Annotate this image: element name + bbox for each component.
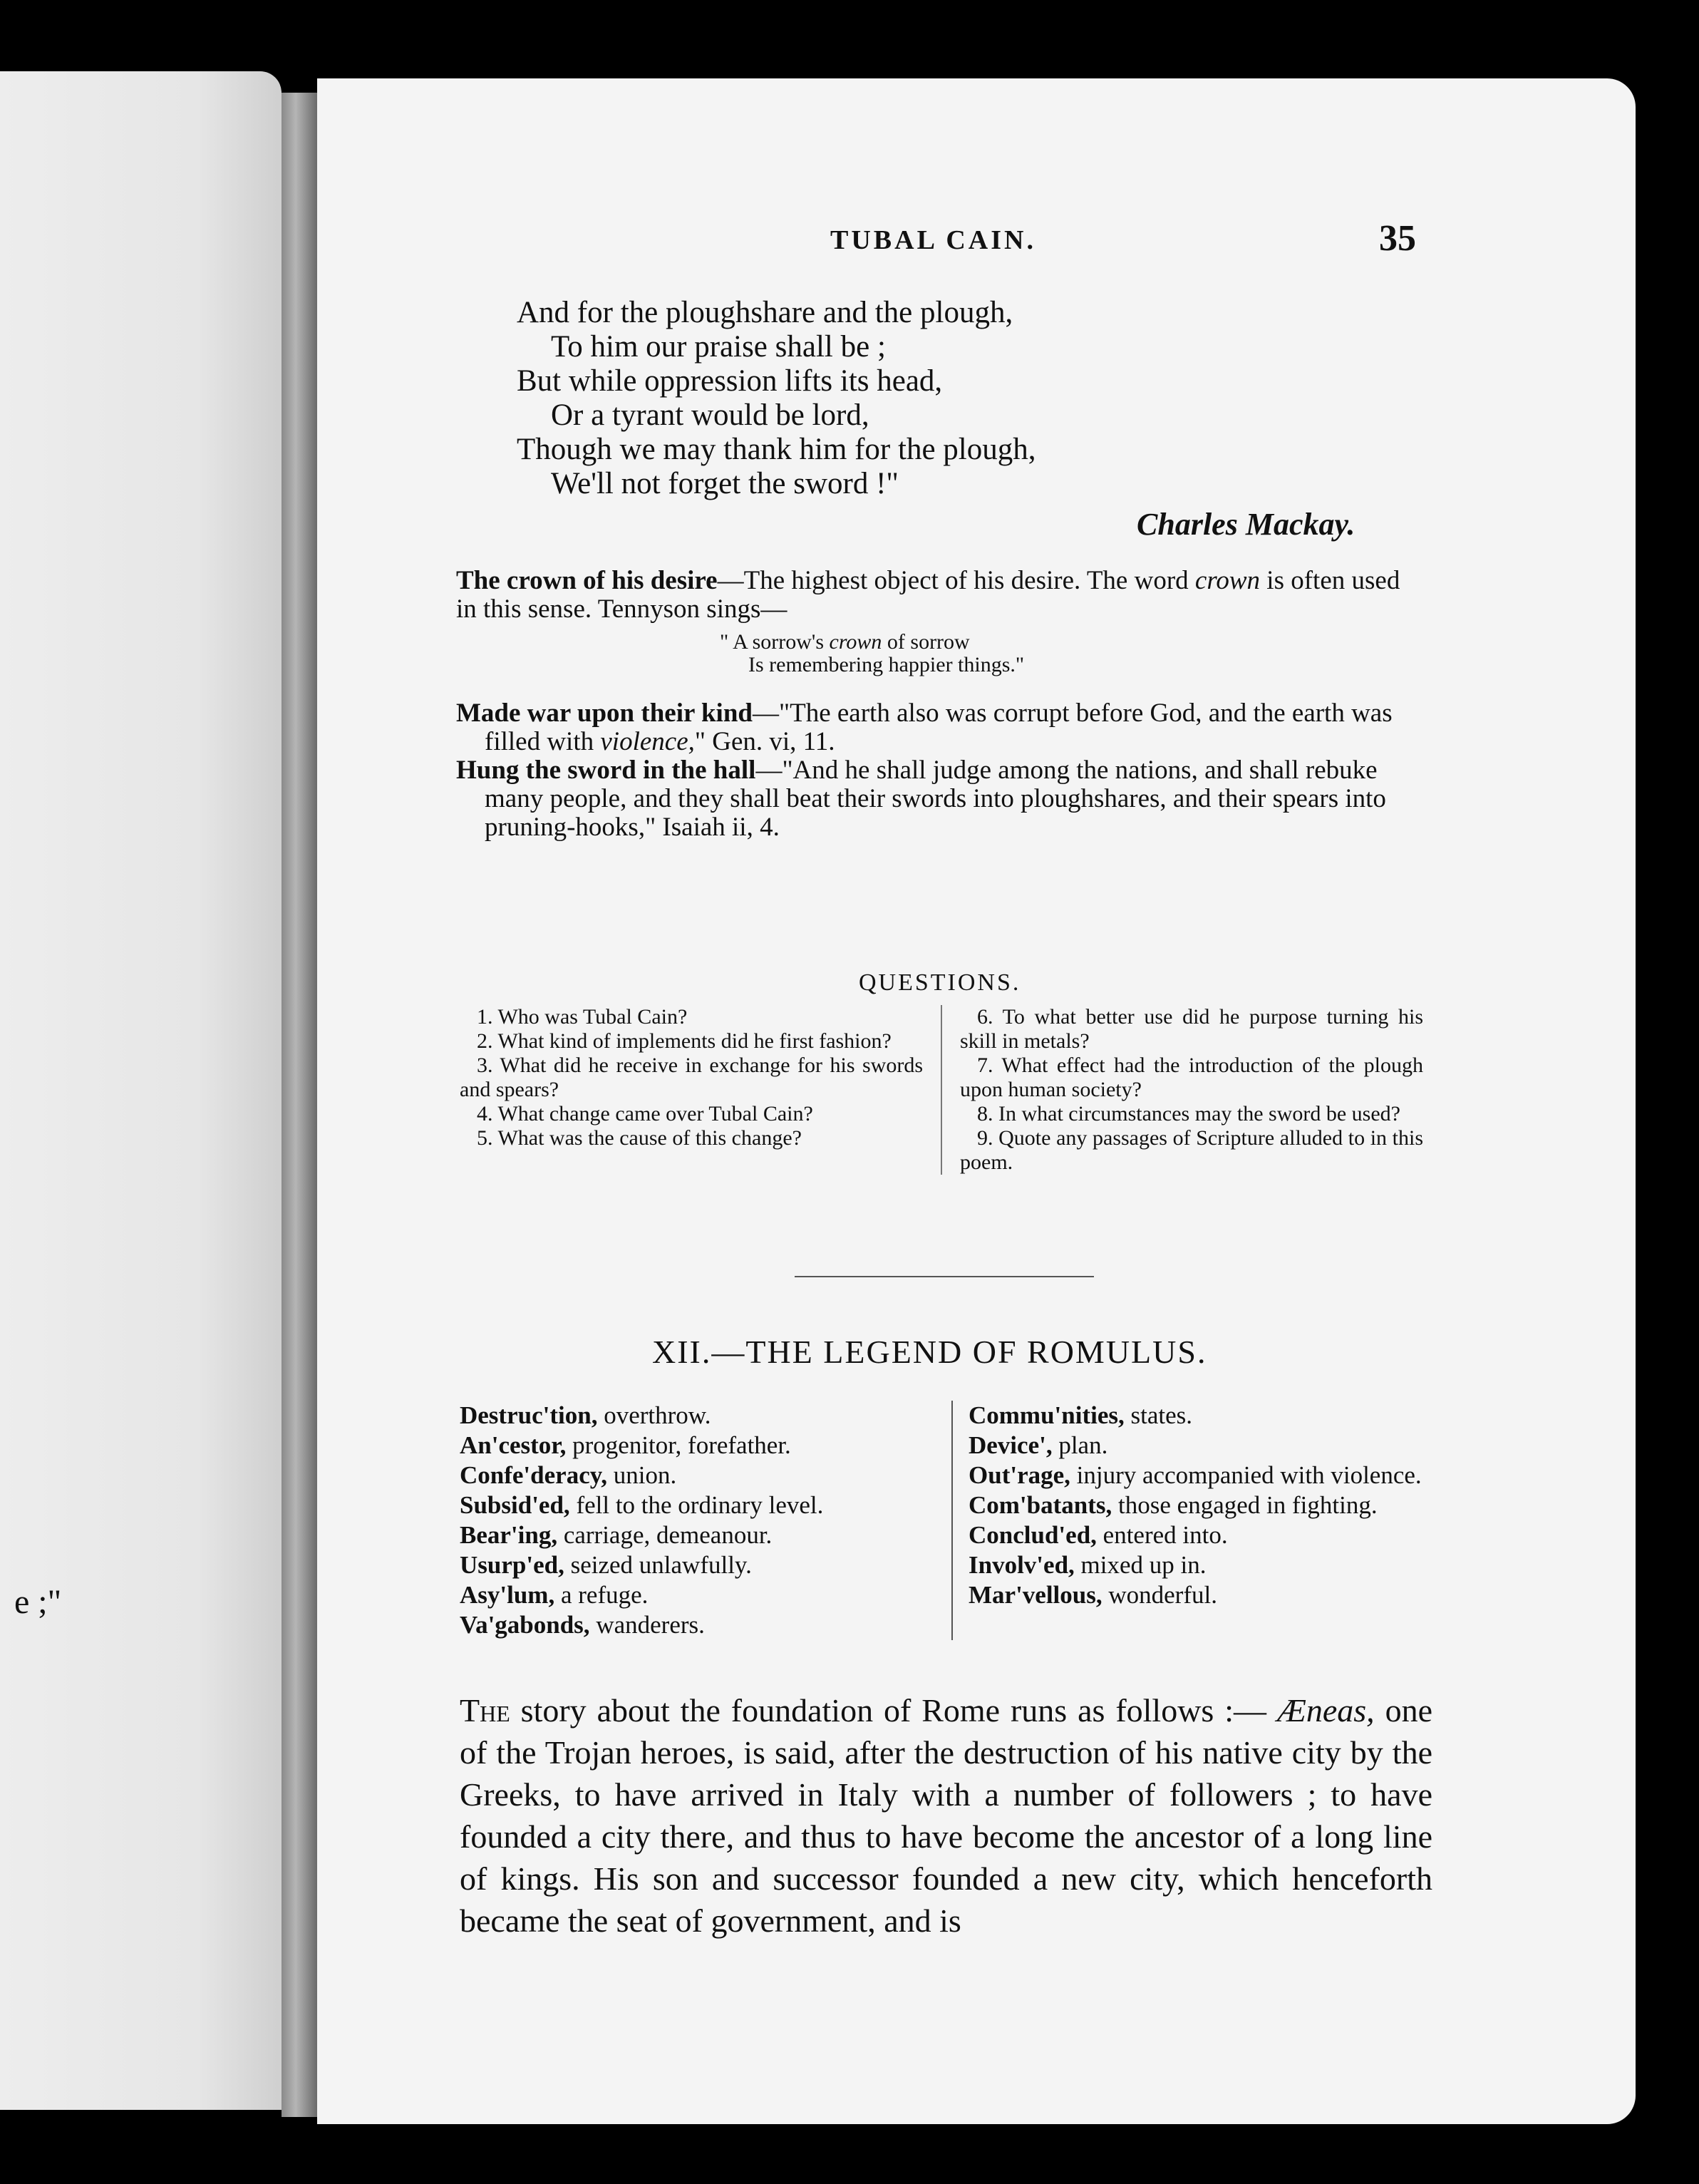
quote-italic-word: crown xyxy=(829,630,882,654)
vocabulary-definition: wanderers. xyxy=(596,1611,705,1639)
running-title: TUBAL CAIN. xyxy=(830,225,1036,255)
poem-line: And for the ploughshare and the plough, xyxy=(517,296,1013,329)
vocabulary-definition: fell to the ordinary level. xyxy=(576,1491,824,1519)
question-item: 7. What effect had the introduction of the plough upon human society? xyxy=(960,1054,1423,1101)
vocabulary-term: Usurp'ed, xyxy=(460,1551,564,1579)
story-italic-name: Æneas, xyxy=(1276,1692,1375,1729)
vocabulary-entry xyxy=(460,1580,930,1610)
vocabulary-definition: carriage, demeanour. xyxy=(563,1521,773,1549)
tennyson-quote xyxy=(720,631,1418,676)
quote-text: of sorrow xyxy=(887,630,970,654)
vocabulary-definition: a refuge. xyxy=(560,1581,649,1609)
vocabulary-entry xyxy=(969,1550,1439,1580)
vocabulary-column-left xyxy=(460,1401,953,1640)
questions-column-left xyxy=(460,1005,942,1175)
vocabulary-term: Subsid'ed, xyxy=(460,1491,570,1519)
book-gutter xyxy=(282,93,317,2117)
vocabulary-term: An'cestor, xyxy=(460,1431,567,1459)
vocabulary-term: Commu'nities, xyxy=(969,1401,1125,1429)
vocabulary-entry xyxy=(460,1550,930,1580)
question-item: 5. What was the cause of this change? xyxy=(477,1126,802,1150)
note-term: Made war upon their kind xyxy=(456,699,753,728)
story-paragraph xyxy=(460,1689,1432,1942)
vocabulary-entry xyxy=(460,1610,930,1640)
question-item: 1. Who was Tubal Cain? xyxy=(477,1005,688,1029)
vocabulary-definition: those engaged in fighting. xyxy=(1118,1491,1378,1519)
questions-list xyxy=(460,1005,1429,1175)
quote-line: Is remembering happier things." xyxy=(748,653,1025,676)
poem-line: We'll not forget the sword !" xyxy=(551,467,899,500)
vocabulary-entry xyxy=(460,1431,930,1461)
vocabulary-term: Destruc'tion, xyxy=(460,1401,598,1429)
vocabulary-term: Asy'lum, xyxy=(460,1581,555,1609)
question-item: 2. What kind of implements did he first fashion? xyxy=(477,1029,892,1053)
vocabulary-term: Conclud'ed, xyxy=(969,1521,1097,1549)
poem-author: Charles Mackay. xyxy=(1137,507,1355,542)
vocabulary-definition: seized unlawfully. xyxy=(570,1551,752,1579)
note-term: The crown of his desire xyxy=(456,566,718,595)
vocabulary-definition: wonderful. xyxy=(1108,1581,1217,1609)
note-text: —"And he shall judge among the nations, and shall rebuke many people, and they shall beat their swords into ploughshares, and their spears into pruning-hooks," Isaiah ii, 4. xyxy=(485,756,1386,842)
vocabulary-term: Out'rage, xyxy=(969,1461,1070,1489)
section-divider xyxy=(795,1276,1094,1277)
vocabulary-entry xyxy=(969,1461,1439,1490)
vocabulary-entry xyxy=(460,1401,930,1431)
vocabulary-entry xyxy=(969,1580,1439,1610)
vocabulary-entry xyxy=(460,1490,930,1520)
current-page xyxy=(317,78,1636,2124)
story-text: one of the Trojan heroes, is said, after the destruction of his native city by the Greeks, to have arrived in Italy with a number of followers ; to have founded a city there, and thus to have become the ancestor of a long line of kings. His son and successor founded a new city, which henceforth became the seat of government, and is xyxy=(460,1692,1432,1939)
quote-line xyxy=(720,631,1418,654)
vocabulary-definition: overthrow. xyxy=(604,1401,711,1429)
vocabulary-term: Com'batants, xyxy=(969,1491,1112,1519)
quote-text: " A sorrow's xyxy=(720,630,825,654)
vocabulary-definition: injury accompanied with violence. xyxy=(1076,1461,1422,1489)
poem-line: Though we may thank him for the plough, xyxy=(517,433,1036,466)
note-text: —"The earth also was corrupt before God, and the earth was filled with xyxy=(485,699,1393,756)
vocabulary-entry xyxy=(969,1490,1439,1520)
notes-section xyxy=(456,567,1418,842)
questions-heading: QUESTIONS. xyxy=(859,969,1021,996)
story-lead-word: The xyxy=(460,1692,510,1729)
section-title: XII.—THE LEGEND OF ROMULUS. xyxy=(652,1334,1207,1370)
note-text: " Gen. vi, 11. xyxy=(694,727,835,756)
story-text: story about the foundation of Rome runs as follows :— xyxy=(520,1692,1267,1729)
vocabulary-definition: union. xyxy=(613,1461,677,1489)
question-item: 6. To what better use did he purpose turning his skill in metals? xyxy=(960,1005,1423,1053)
vocabulary-entry xyxy=(460,1461,930,1490)
note-crown xyxy=(456,567,1418,624)
poem-line: Or a tyrant would be lord, xyxy=(551,398,869,432)
vocabulary-definition: plan. xyxy=(1058,1431,1108,1459)
question-item: 8. In what circumstances may the sword be used? xyxy=(977,1102,1400,1126)
note-italic-word: crown xyxy=(1194,566,1261,595)
poem-line: But while oppression lifts its head, xyxy=(517,364,943,398)
note-text: is often used in this sense. Tennyson sings— xyxy=(456,566,1400,624)
vocabulary-definition: states. xyxy=(1130,1401,1193,1429)
vocabulary-column-right xyxy=(953,1401,1439,1640)
previous-page xyxy=(0,71,282,2110)
note-sword xyxy=(456,756,1418,842)
poem-stanza xyxy=(517,296,1443,501)
vocabulary-term: Mar'vellous, xyxy=(969,1581,1102,1609)
vocabulary-entry xyxy=(969,1520,1439,1550)
previous-page-text-fragment: e ;" xyxy=(14,1583,62,1621)
vocabulary-entry xyxy=(460,1520,930,1550)
questions-column-right xyxy=(942,1005,1423,1175)
vocabulary-term: Device', xyxy=(969,1431,1053,1459)
question-item: 9. Quote any passages of Scripture alluded to in this poem. xyxy=(960,1126,1423,1174)
vocabulary-term: Va'gabonds, xyxy=(460,1611,590,1639)
vocabulary-term: Involv'ed, xyxy=(969,1551,1075,1579)
note-italic-word: violence, xyxy=(600,727,695,756)
question-item: 4. What change came over Tubal Cain? xyxy=(477,1102,813,1126)
vocabulary-list xyxy=(460,1401,1443,1640)
poem-line: To him our praise shall be ; xyxy=(551,330,886,364)
vocabulary-entry xyxy=(969,1431,1439,1461)
vocabulary-term: Confe'deracy, xyxy=(460,1461,608,1489)
page-number: 35 xyxy=(1379,218,1416,259)
vocabulary-definition: entered into. xyxy=(1102,1521,1228,1549)
note-war xyxy=(456,699,1418,756)
vocabulary-term: Bear'ing, xyxy=(460,1521,558,1549)
vocabulary-definition: mixed up in. xyxy=(1080,1551,1207,1579)
vocabulary-definition: progenitor, forefather. xyxy=(572,1431,791,1459)
question-item: 3. What did he receive in exchange for his swords and spears? xyxy=(460,1054,923,1101)
vocabulary-entry xyxy=(969,1401,1439,1431)
note-term: Hung the sword in the hall xyxy=(456,756,756,785)
note-text: —The highest object of his desire. The word xyxy=(717,566,1189,595)
